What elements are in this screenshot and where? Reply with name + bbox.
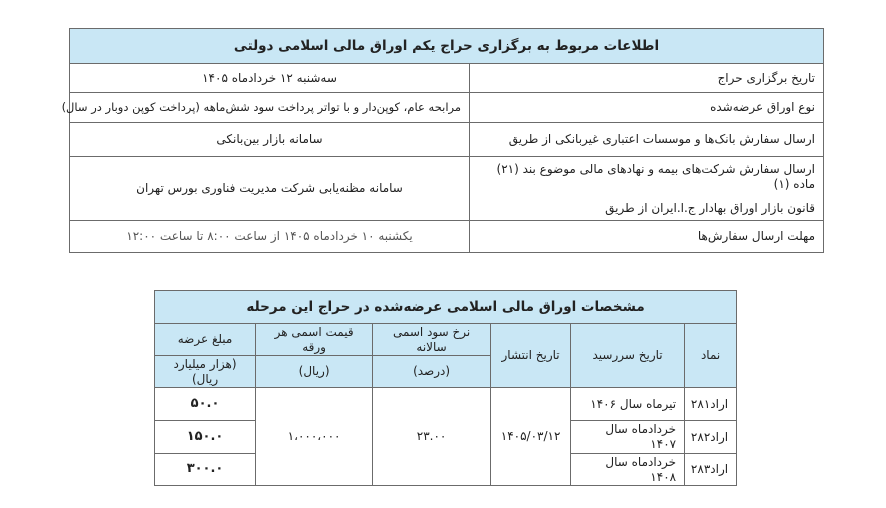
amount-unit: (هزار میلیارد ریال) [155, 356, 256, 388]
auction-info-title: اطلاعات مربوط به برگزاری حراج یکم اوراق مالی اسلامی دولتی [70, 29, 824, 64]
banks-order-channel-value: سامانه بازار بین‌بانکی [70, 123, 470, 157]
symbol-cell: اراد۲۸۲ [685, 421, 737, 454]
securities-specs-title: مشخصات اوراق مالی اسلامی عرضه‌شده در حراج این مرحله [155, 291, 737, 324]
maturity-cell: خردادماه سال ۱۴۰۸ [571, 454, 685, 486]
banks-order-channel-label: ارسال سفارش بانک‌ها و موسسات اعتباری غیربانکی از طریق [470, 123, 824, 157]
maturity-cell: خردادماه سال ۱۴۰۷ [571, 421, 685, 454]
symbol-header: نماد [685, 324, 737, 388]
auction-date-label: تاریخ برگزاری حراج [470, 64, 824, 93]
issue-date-cell: ۱۴۰۵/۰۳/۱۲ [491, 388, 571, 486]
issue-date-header: تاریخ انتشار [491, 324, 571, 388]
order-deadline-label: مهلت ارسال سفارش‌ها [470, 221, 824, 253]
maturity-header: تاریخ سررسید [571, 324, 685, 388]
face-value-unit: (ریال) [256, 356, 373, 388]
symbol-cell: اراد۲۸۳ [685, 454, 737, 486]
auction-date-value: سه‌شنبه ۱۲ خردادماه ۱۴۰۵ [70, 64, 470, 93]
rate-header: نرخ سود اسمی سالانه [373, 324, 491, 356]
maturity-cell: تیرماه سال ۱۴۰۶ [571, 388, 685, 421]
amount-cell: ۳۰۰.۰ [155, 454, 256, 486]
rate-unit: (درصد) [373, 356, 491, 388]
auction-info-table [61, 28, 824, 253]
insurers-order-channel-label-line2: قانون بازار اوراق بهادار ج.ا.ایران از طریق [605, 200, 816, 215]
insurers-order-channel-value: سامانه مظنه‌یابی شرکت مدیریت فناوری بورس تهران [70, 157, 470, 221]
amount-header: مبلغ عرضه [155, 324, 256, 356]
table-row [155, 388, 737, 421]
amount-cell: ۵۰.۰ [155, 388, 256, 421]
insurers-order-channel-label [470, 157, 824, 221]
face-value-header: قیمت اسمی هر ورقه [256, 324, 373, 356]
securities-type-value: مرابحه عام، کوپن‌دار و با تواتر پرداخت سود شش‌ماهه (پرداخت کوپن دوبار در سال) [70, 93, 470, 123]
securities-specs-table [154, 290, 737, 486]
symbol-cell: اراد۲۸۱ [685, 388, 737, 421]
face-value-cell: ۱،۰۰۰،۰۰۰ [256, 388, 373, 486]
securities-type-label: نوع اوراق عرضه‌شده [470, 93, 824, 123]
insurers-order-channel-label-line1: ارسال سفارش شرکت‌های بیمه و نهادهای مالی موضوع بند (۲۱) ماده (۱) [496, 161, 816, 191]
rate-cell: ۲۳.۰۰ [373, 388, 491, 486]
amount-cell: ۱۵۰.۰ [155, 421, 256, 454]
order-deadline-value: یکشنبه ۱۰ خردادماه ۱۴۰۵ از ساعت ۸:۰۰ تا ساعت ۱۲:۰۰ [70, 221, 470, 253]
